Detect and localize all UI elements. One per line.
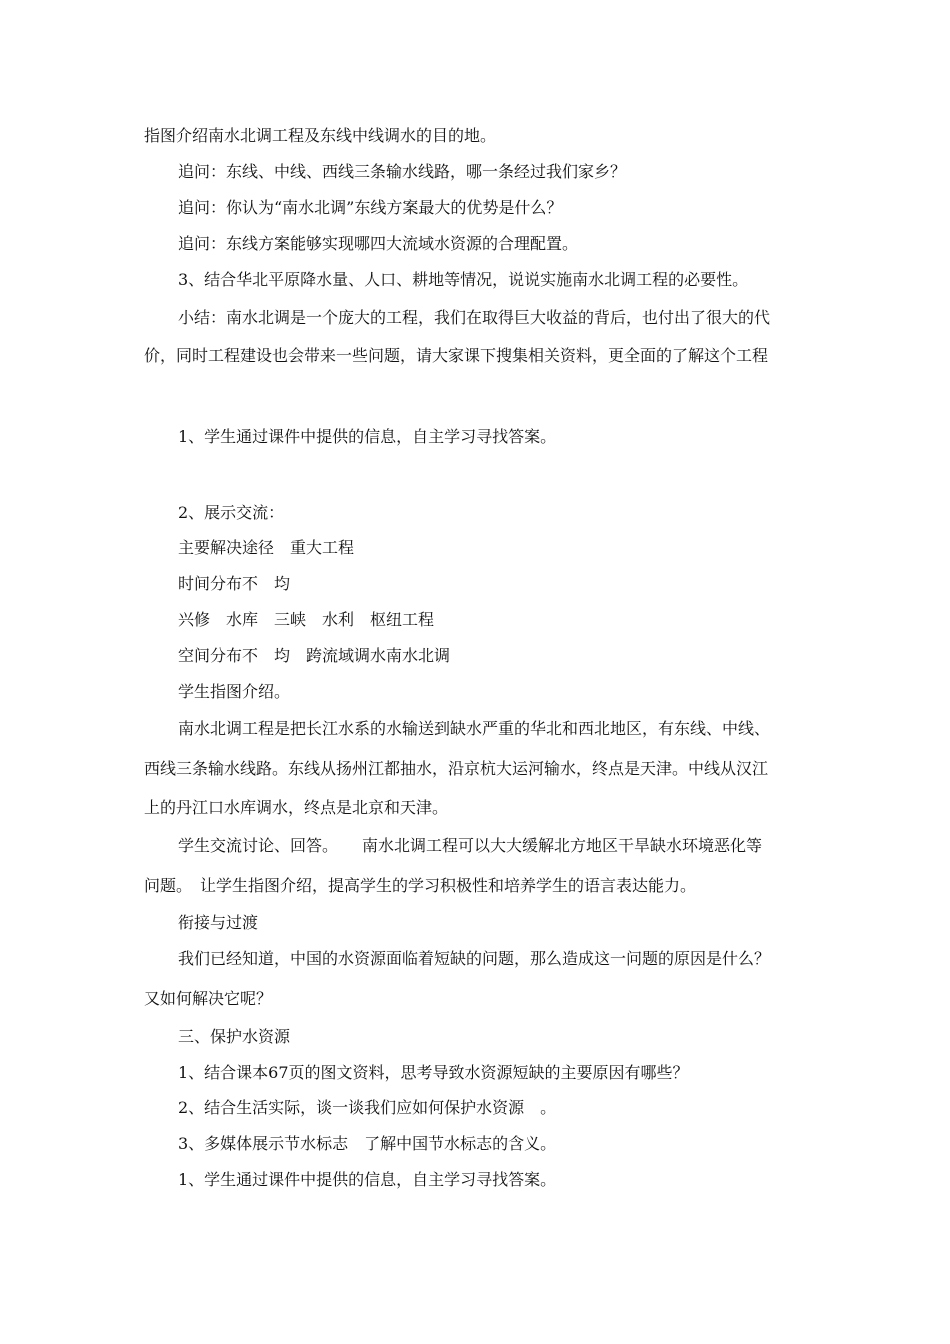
text-line: 兴修 水库 三峡 水利 枢纽工程 [178, 610, 435, 629]
text-line: 南水北调工程是把长江水系的水输送到缺水严重的华北和西北地区，有东线、中线、 [178, 719, 771, 738]
text-line: 衔接与过渡 [178, 913, 259, 932]
text-line: 追问：东线方案能够实现哪四大流域水资源的合理配置。 [178, 234, 579, 253]
text-line: 1、结合课本67页的图文资料，思考导致水资源短缺的主要原因有哪些？ [178, 1063, 689, 1082]
text-line: 西线三条输水线路。东线从扬州江都抽水，沿京杭大运河输水，终点是天津。中线从汉江 [144, 759, 769, 778]
text-line: 3、结合华北平原降水量、人口、耕地等情况，说说实施南水北调工程的必要性。 [178, 270, 749, 289]
text-line: 学生交流讨论、回答。 南水北调工程可以大大缓解北方地区干旱缺水环境恶化等 [178, 836, 763, 855]
text-line: 指图介绍南水北调工程及东线中线调水的目的地。 [144, 126, 497, 145]
text-line: 上的丹江口水库调水，终点是北京和天津。 [144, 798, 449, 817]
text-line: 1、学生通过课件中提供的信息，自主学习寻找答案。 [178, 1170, 557, 1189]
text-line: 2、展示交流： [178, 503, 285, 522]
text-line: 小结：南水北调是一个庞大的工程，我们在取得巨大收益的背后，也付出了很大的代 [178, 308, 771, 327]
text-line: 价，同时工程建设也会带来一些问题，请大家课下搜集相关资料，更全面的了解这个工程 [144, 346, 769, 365]
text-line: 我们已经知道，中国的水资源面临着短缺的问题，那么造成这一问题的原因是什么？ [178, 949, 771, 968]
text-line: 3、多媒体展示节水标志 了解中国节水标志的含义。 [178, 1134, 557, 1153]
text-line: 学生指图介绍。 [178, 682, 291, 701]
text-line: 又如何解决它呢？ [144, 989, 273, 1008]
text-line: 主要解决途径 重大工程 [178, 538, 355, 557]
text-line: 三、保护水资源 [178, 1027, 291, 1046]
text-line: 问题。 让学生指图介绍，提高学生的学习积极性和培养学生的语言表达能力。 [144, 876, 697, 895]
text-line: 1、学生通过课件中提供的信息，自主学习寻找答案。 [178, 427, 557, 446]
text-line: 2、结合生活实际，谈一谈我们应如何保护水资源 。 [178, 1098, 557, 1117]
text-line: 时间分布不 均 [178, 574, 291, 593]
text-line: 追问：你认为“南水北调”东线方案最大的优势是什么？ [178, 198, 563, 217]
text-line: 追问：东线、中线、西线三条输水线路，哪一条经过我们家乡？ [178, 162, 627, 181]
text-line: 空间分布不 均 跨流域调水南水北调 [178, 646, 451, 665]
